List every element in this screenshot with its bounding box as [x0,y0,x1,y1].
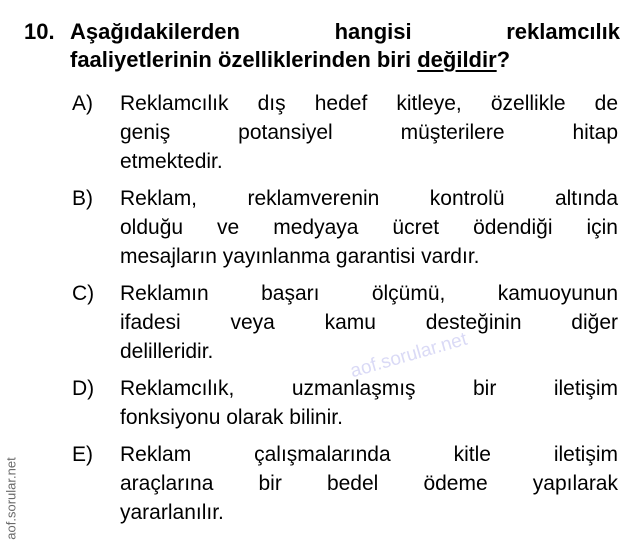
answer-options [72,89,620,527]
option-c[interactable] [72,279,620,366]
center-watermark: aof.sorular.net [348,328,470,383]
side-watermark-text: aof.sorular.net [3,456,19,540]
option-d[interactable] [72,374,620,432]
option-line: yararlanılır. [120,501,224,524]
question-mark: ? [496,47,511,72]
option-text [120,374,618,432]
option-line: Reklamcılık dış hedef kitleye, özellikle de [120,92,618,115]
question-stem [70,18,620,74]
question-emphasis-word: değildir [417,47,497,72]
option-label: A) [72,92,93,115]
question-stem-line-1: Aşağıdakilerden hangisi reklamcılık [70,19,620,44]
option-line: Reklam, reklamverenin kontrolü altında [120,187,618,210]
option-line: geniş potansiyel müşterilere hitap [120,121,618,144]
option-line: delilleridir. [120,340,214,363]
option-line: ifadesi veya kamu desteğinin diğer [120,311,618,334]
option-line: etmektedir. [120,150,223,173]
option-b[interactable] [72,184,620,271]
question-number: 10. [24,19,55,44]
option-line: mesajların yayınlanma garantisi vardır. [120,245,480,268]
option-label: D) [72,377,95,400]
question-stem-text: faaliyetlerinin özelliklerinden biri [70,47,418,72]
option-label: C) [72,282,95,305]
option-text [120,89,618,176]
side-watermark [4,448,18,548]
option-line: olduğu ve medyaya ücret ödendiği için [120,216,618,239]
option-line: fonksiyonu olarak bilinir. [120,406,343,429]
option-label: E) [72,443,93,466]
option-text [120,440,618,527]
option-line: Reklam çalışmalarında kitle iletişim [120,443,618,466]
option-a[interactable] [72,89,620,176]
option-text [120,184,618,271]
option-label: B) [72,187,93,210]
question-stem-line-2 [70,46,620,74]
option-e[interactable] [72,440,620,527]
option-text [120,279,618,366]
option-line: Reklamcılık, uzmanlaşmış bir iletişim [120,377,618,400]
question-header [24,18,620,74]
option-line: araçlarına bir bedel ödeme yapılarak [120,472,618,495]
question-block [24,18,620,535]
option-line: Reklamın başarı ölçümü, kamuoyunun [120,282,618,305]
